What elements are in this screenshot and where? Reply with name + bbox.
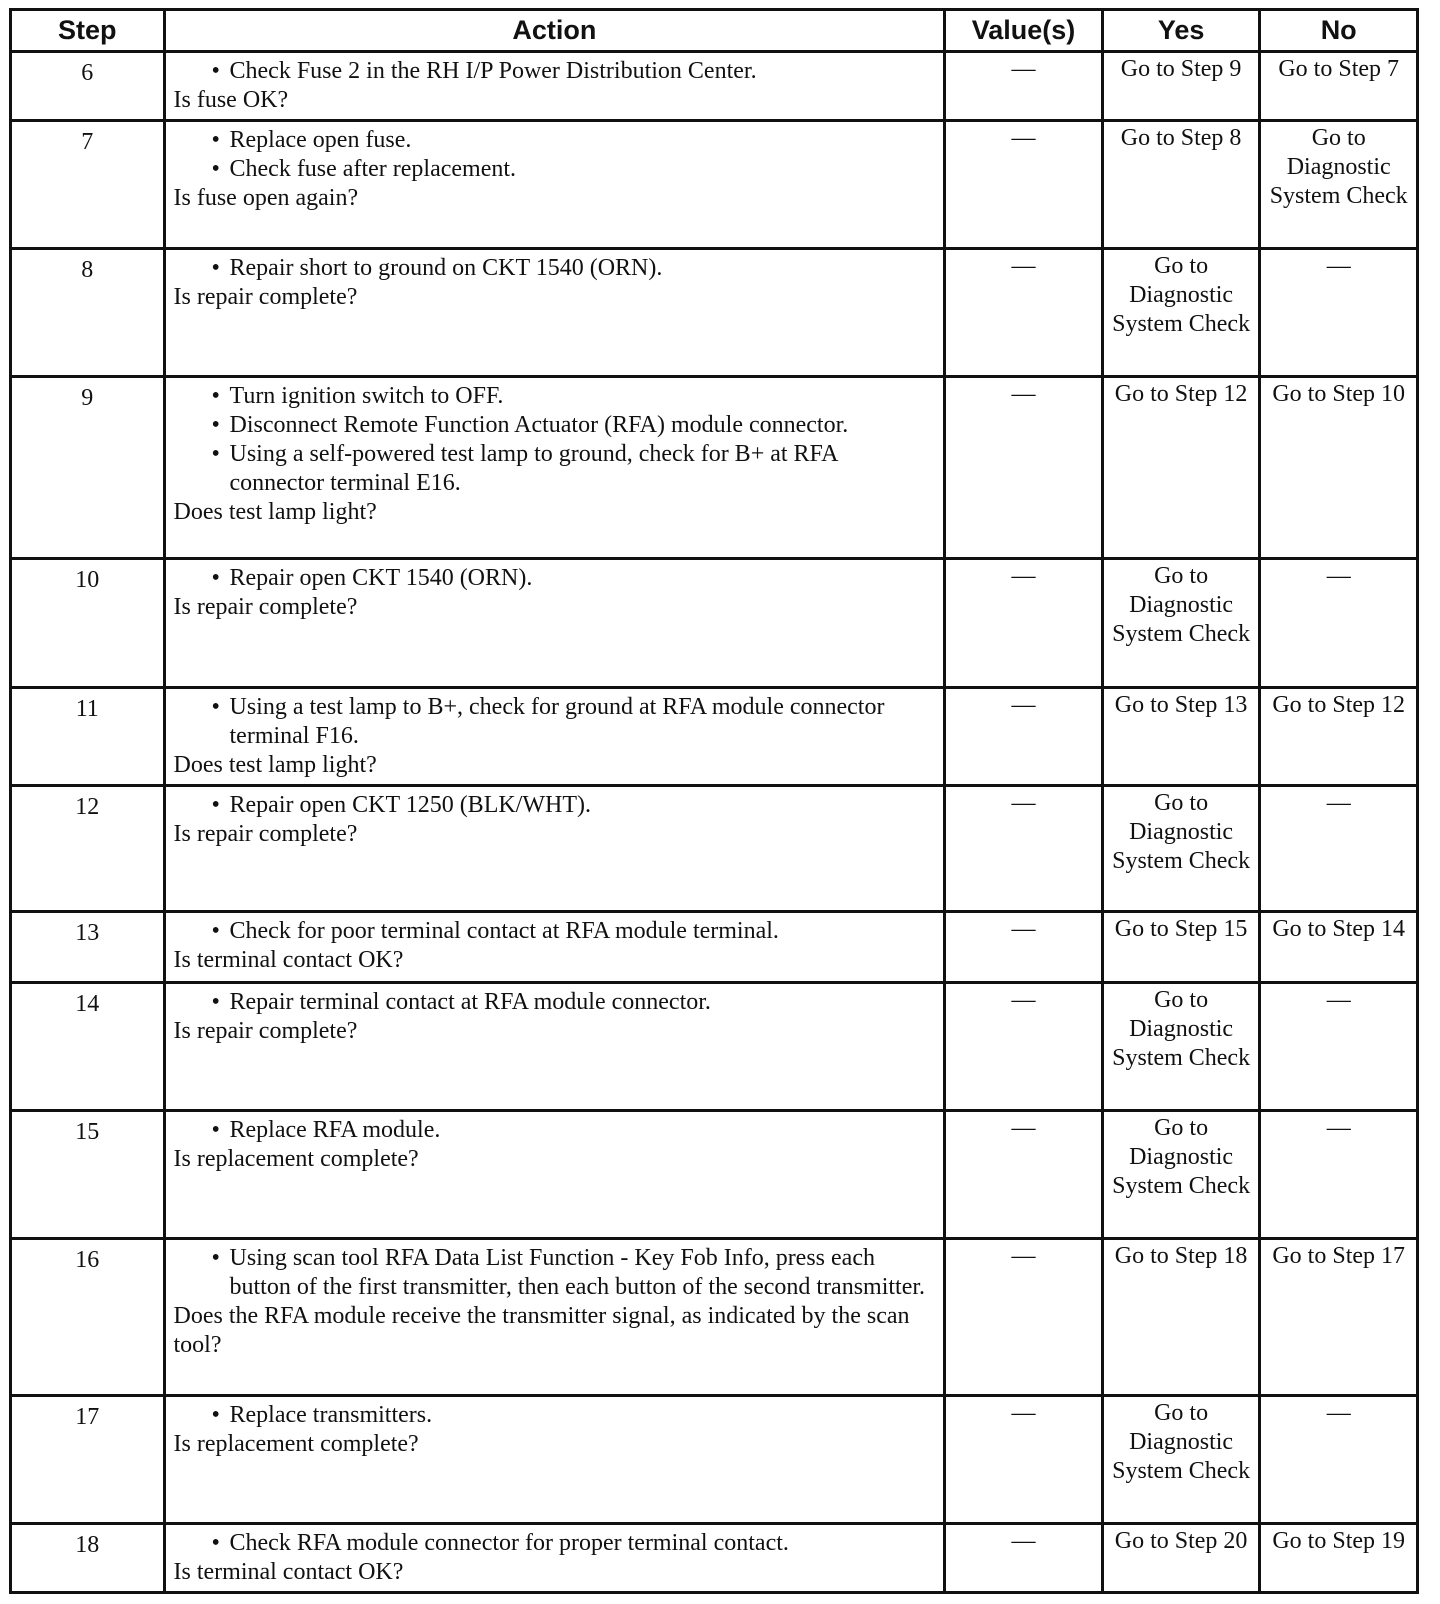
table-row: [11, 785, 1418, 912]
header-values: Value(s): [945, 10, 1103, 52]
table-row: [11, 1395, 1418, 1523]
yes-cell: Go to Diagnostic System Check: [1102, 1111, 1260, 1239]
action-bullet: • Check Fuse 2 in the RH I/P Power Distribution Center.: [174, 57, 934, 86]
action-cell: [164, 785, 945, 912]
yes-cell: Go to Step 13: [1102, 687, 1260, 785]
action-bullet-list: [174, 564, 934, 593]
value-cell: —: [945, 982, 1103, 1111]
action-question: Is replacement complete?: [173, 1146, 419, 1173]
value-cell: —: [945, 376, 1103, 559]
no-cell: —: [1260, 559, 1418, 688]
header-yes: Yes: [1102, 10, 1260, 52]
table-row: [11, 982, 1418, 1111]
action-cell: [164, 121, 945, 249]
action-question: Is repair complete?: [173, 1017, 358, 1044]
step-number: 17: [11, 1395, 165, 1523]
action-bullet: • Check fuse after replacement.: [174, 155, 934, 184]
action-bullet-list: [174, 382, 934, 498]
action-bullet-list: [174, 1244, 934, 1302]
action-question: Is terminal contact OK?: [173, 1558, 404, 1585]
value-cell: —: [945, 687, 1103, 785]
value-cell: —: [945, 121, 1103, 249]
value-cell: —: [945, 1111, 1103, 1239]
no-cell: Go to Step 14: [1260, 912, 1418, 982]
action-bullet: • Repair open CKT 1250 (BLK/WHT).: [174, 791, 934, 820]
no-cell: —: [1260, 1111, 1418, 1239]
yes-cell: Go to Diagnostic System Check: [1102, 982, 1260, 1111]
no-cell: —: [1260, 982, 1418, 1111]
header-action: Action: [164, 10, 945, 52]
step-number: 8: [11, 248, 165, 376]
table-row: [11, 687, 1418, 785]
action-bullet-list: [174, 126, 934, 184]
table-row: [11, 912, 1418, 982]
action-bullet-list: [174, 1116, 934, 1145]
yes-cell: Go to Step 15: [1102, 912, 1260, 982]
step-number: 7: [11, 121, 165, 249]
step-number: 10: [11, 559, 165, 688]
no-cell: —: [1260, 248, 1418, 376]
action-bullet: • Using a test lamp to B+, check for ground at RFA module connector terminal F16.: [174, 693, 934, 751]
action-bullet-list: [174, 1401, 934, 1430]
step-number: 9: [11, 376, 165, 559]
action-question: Does test lamp light?: [173, 498, 377, 525]
action-cell: [164, 687, 945, 785]
no-cell: Go to Step 17: [1260, 1238, 1418, 1395]
action-question: Is fuse OK?: [173, 87, 289, 113]
action-bullet-list: [174, 57, 934, 86]
action-question: Is repair complete?: [173, 820, 358, 847]
value-cell: —: [945, 785, 1103, 912]
action-bullet: • Repair short to ground on CKT 1540 (ORN).: [174, 254, 934, 283]
action-bullet-list: [174, 693, 934, 751]
step-number: 11: [11, 687, 165, 785]
action-question: Is repair complete?: [173, 594, 358, 621]
action-bullet: • Using scan tool RFA Data List Function - Key Fob Info, press each button of the first transmitter, then each button of the second transmitter.: [174, 1244, 934, 1302]
action-bullet-list: [174, 988, 934, 1017]
action-bullet-list: [174, 791, 934, 820]
action-bullet: • Turn ignition switch to OFF.: [174, 382, 934, 411]
yes-cell: Go to Diagnostic System Check: [1102, 785, 1260, 912]
yes-cell: Go to Step 8: [1102, 121, 1260, 249]
action-bullet: • Using a self-powered test lamp to ground, check for B+ at RFA connector terminal E16.: [174, 440, 934, 498]
action-cell: [164, 1111, 945, 1239]
action-cell: [164, 1238, 945, 1395]
no-cell: Go to Diagnostic System Check: [1260, 121, 1418, 249]
table-row: [11, 376, 1418, 559]
no-cell: Go to Step 12: [1260, 687, 1418, 785]
action-question: Is replacement complete?: [173, 1430, 419, 1457]
yes-cell: Go to Step 18: [1102, 1238, 1260, 1395]
step-number: 16: [11, 1238, 165, 1395]
action-bullet: • Replace transmitters.: [174, 1401, 934, 1430]
step-number: 18: [11, 1523, 165, 1592]
action-bullet: • Check for poor terminal contact at RFA module terminal.: [174, 917, 934, 946]
value-cell: —: [945, 1523, 1103, 1592]
header-row: [11, 10, 1418, 52]
action-cell: [164, 1523, 945, 1592]
action-bullet-list: [174, 254, 934, 283]
step-number: 14: [11, 982, 165, 1111]
table-body: [11, 52, 1418, 1593]
value-cell: —: [945, 1395, 1103, 1523]
no-cell: Go to Step 7: [1260, 52, 1418, 121]
action-cell: [164, 248, 945, 376]
no-cell: Go to Step 10: [1260, 376, 1418, 559]
value-cell: —: [945, 559, 1103, 688]
step-number: 15: [11, 1111, 165, 1239]
header-step: Step: [11, 10, 165, 52]
action-question: Is fuse open again?: [173, 185, 359, 212]
action-cell: [164, 52, 945, 121]
diagnostic-table: [9, 8, 1419, 1594]
step-number: 13: [11, 912, 165, 982]
step-number: 12: [11, 785, 165, 912]
action-bullet-list: [174, 1529, 934, 1558]
header-no: No: [1260, 10, 1418, 52]
action-cell: [164, 559, 945, 688]
action-bullet: • Repair terminal contact at RFA module connector.: [174, 988, 934, 1017]
action-bullet-list: [174, 917, 934, 946]
table-row: [11, 1111, 1418, 1239]
action-question: Does the RFA module receive the transmitter signal, as indicated by the scan tool?: [173, 1302, 910, 1358]
action-question: Does test lamp light?: [173, 751, 377, 778]
yes-cell: Go to Diagnostic System Check: [1102, 1395, 1260, 1523]
value-cell: —: [945, 52, 1103, 121]
step-number: 6: [11, 52, 165, 121]
action-cell: [164, 1395, 945, 1523]
table-row: [11, 1238, 1418, 1395]
no-cell: —: [1260, 785, 1418, 912]
table-row: [11, 248, 1418, 376]
table-row: [11, 1523, 1418, 1592]
action-bullet: • Check RFA module connector for proper terminal contact.: [174, 1529, 934, 1558]
action-cell: [164, 912, 945, 982]
action-question: Is repair complete?: [173, 283, 358, 310]
value-cell: —: [945, 912, 1103, 982]
action-cell: [164, 982, 945, 1111]
action-cell: [164, 376, 945, 559]
yes-cell: Go to Step 9: [1102, 52, 1260, 121]
action-bullet: • Repair open CKT 1540 (ORN).: [174, 564, 934, 593]
value-cell: —: [945, 1238, 1103, 1395]
value-cell: —: [945, 248, 1103, 376]
yes-cell: Go to Step 20: [1102, 1523, 1260, 1592]
action-bullet: • Replace open fuse.: [174, 126, 934, 155]
table-row: [11, 121, 1418, 249]
no-cell: Go to Step 19: [1260, 1523, 1418, 1592]
yes-cell: Go to Diagnostic System Check: [1102, 248, 1260, 376]
yes-cell: Go to Diagnostic System Check: [1102, 559, 1260, 688]
no-cell: —: [1260, 1395, 1418, 1523]
table-row: [11, 52, 1418, 121]
yes-cell: Go to Step 12: [1102, 376, 1260, 559]
table-row: [11, 559, 1418, 688]
action-bullet: • Replace RFA module.: [174, 1116, 934, 1145]
action-question: Is terminal contact OK?: [173, 947, 404, 974]
action-bullet: • Disconnect Remote Function Actuator (RFA) module connector.: [174, 411, 934, 440]
